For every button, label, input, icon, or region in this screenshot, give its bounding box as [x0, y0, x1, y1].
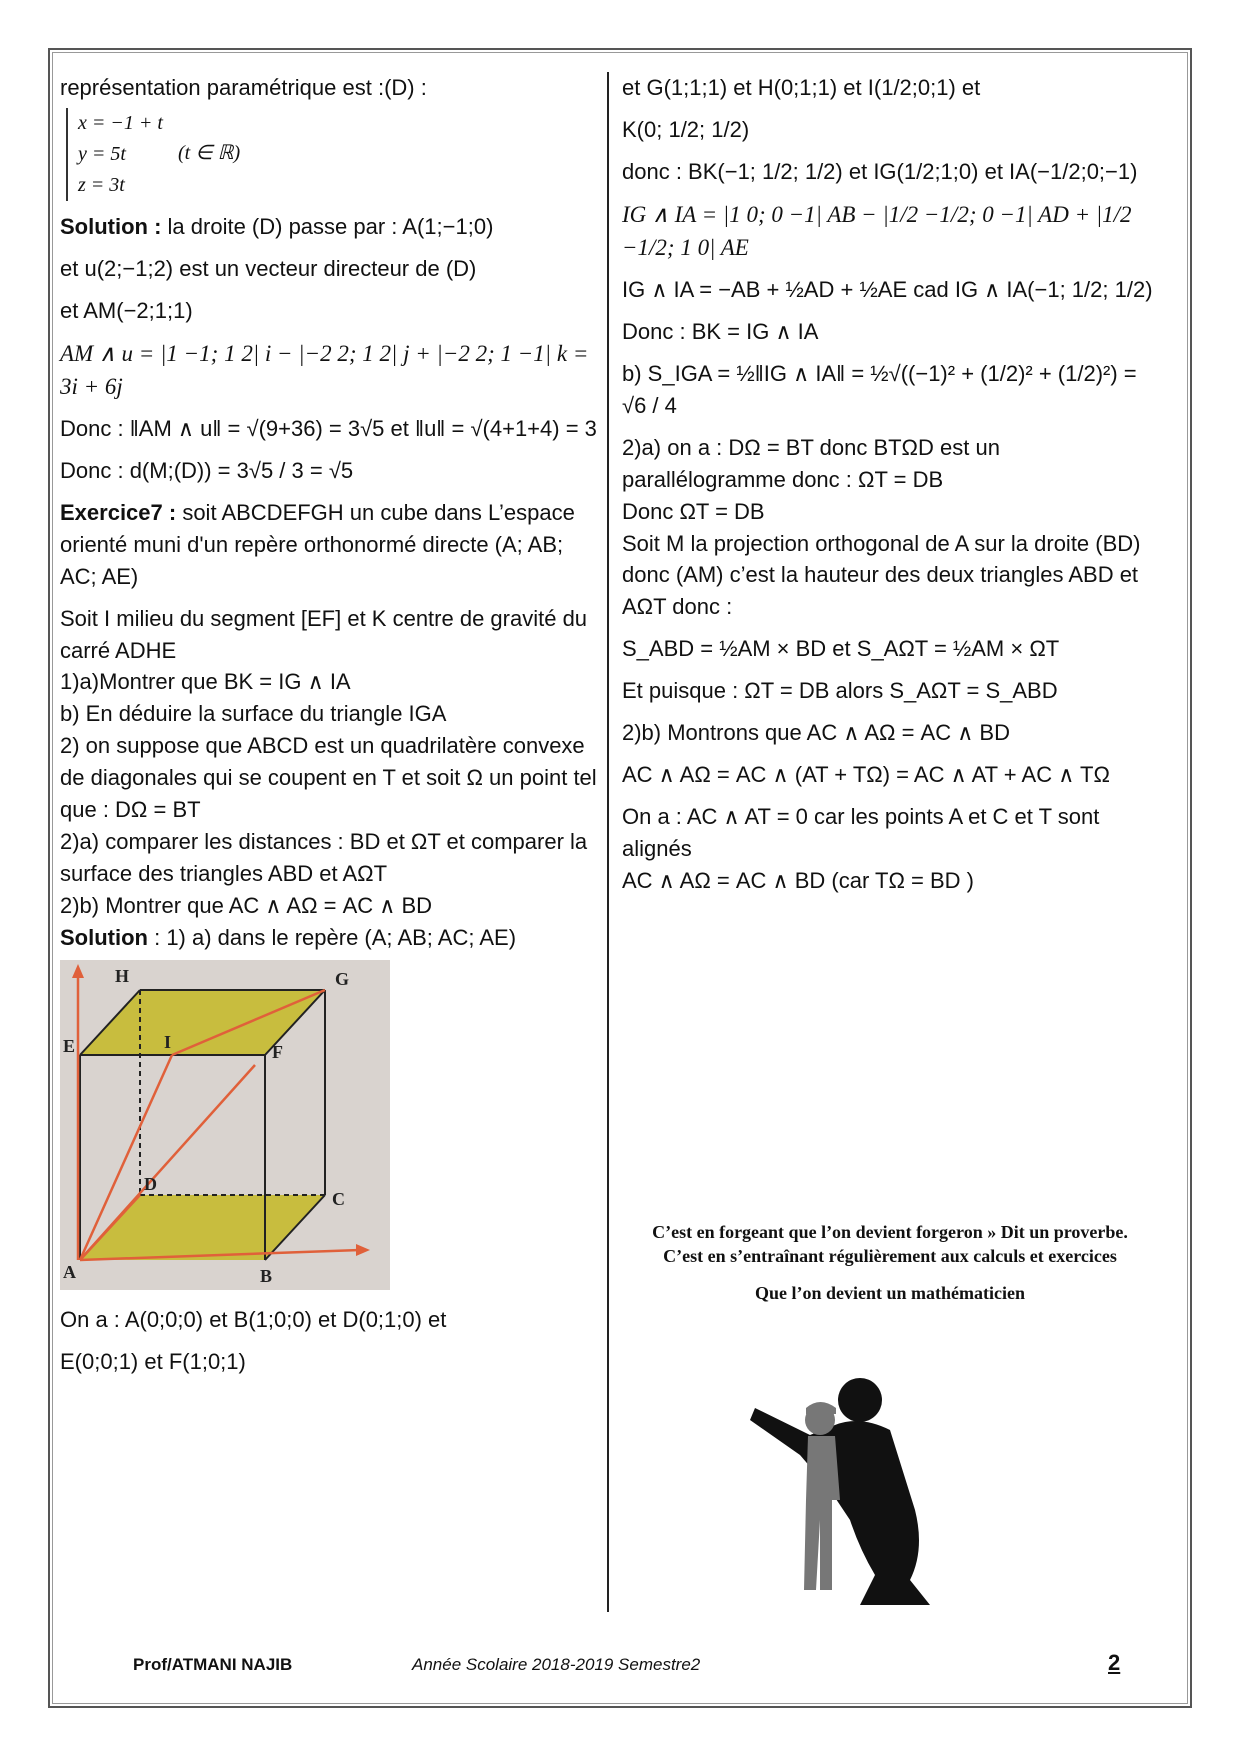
exercise7-text: soit ABCDEFGH un cube dans L’espace orienté muni d'un repère orthonormé directe (A; AB; AC; AE) — [60, 500, 575, 589]
exercise7-statement — [60, 497, 600, 593]
projection-line: Soit M la projection orthogonal de A sur la droite (BD) donc (AM) c’est la hauteur des deux triangles ABD et AΩT donc : — [622, 530, 1141, 620]
adult-head — [838, 1378, 882, 1422]
param-range: (t ∈ ℝ) — [178, 141, 241, 164]
footer-author: Prof/ATMANI NAJIB — [133, 1655, 293, 1674]
cross-determinants: IG ∧ IA = |1 0; 0 −1| AB − |1/2 −1/2; 0 −1| AD + |1/2 −1/2; 1 0| AE — [622, 201, 1132, 261]
label-b: B — [260, 1265, 273, 1286]
label-f: F — [272, 1041, 283, 1062]
coords-k: K(0; 1/2; 1/2) — [622, 116, 750, 142]
solution2-line — [60, 922, 600, 954]
vectors-line: donc : BK(−1; 1/2; 1/2) et IG(1/2;1;0) et IA(−1/2;0;−1) — [622, 158, 1138, 184]
areas-formula: S_ABD = ½AM × BD et S_AΩT = ½AM × ΩT — [622, 636, 1060, 662]
distance-line: Donc : d(M;(D)) = 3√5 / 3 = √5 — [60, 458, 354, 484]
answer-2b-collinear: On a : AC ∧ AT = 0 car les points A et C et T sont alignés — [622, 803, 1100, 861]
question-2a: 2)a) comparer les distances : BD et ΩT et comparer la surface des triangles ABD et AΩT — [60, 828, 588, 886]
direction-vector-line: et u(2;−1;2) est un vecteur directeur de (D) — [60, 255, 477, 281]
quote-line-1: C’est en forgeant que l’on devient forgeron » Dit un proverbe. — [652, 1222, 1128, 1242]
cross-product-line: AM ∧ u = |1 −1; 1 2| i − |−2 2; 1 2| j + |−2 2; 1 −1| k = 3i + 6j — [60, 340, 589, 399]
solution-line — [60, 211, 600, 243]
label-h: H — [115, 965, 130, 986]
coords-ghi: et G(1;1;1) et H(0;1;1) et I(1/2;0;1) et — [622, 75, 981, 100]
adult-body — [750, 1408, 930, 1605]
eq-y: y = 5t — [78, 142, 126, 165]
am-vector-line: et AM(−2;1;1) — [60, 297, 193, 323]
omega-t-equals: Donc ΩT = DB — [622, 498, 765, 524]
solution2-text: : 1) a) dans le repère (A; AB; AC; AE) — [147, 924, 517, 950]
column-separator — [607, 72, 609, 1612]
question-1b: b) En déduire la surface du triangle IGA — [60, 701, 447, 727]
param-intro: représentation paramétrique est :(D) : — [60, 75, 427, 100]
answer-2b-conclusion: AC ∧ AΩ = AC ∧ BD (car TΩ = BD ) — [622, 867, 974, 893]
solution2-label: Solution — [60, 924, 148, 950]
label-a: A — [63, 1261, 76, 1282]
coords-line-2: E(0;0;1) et F(1;0;1) — [60, 1349, 246, 1375]
question-2b: 2)b) Montrer que AC ∧ AΩ = AC ∧ BD — [60, 892, 433, 918]
cube-figure — [60, 960, 390, 1290]
label-g: G — [335, 968, 350, 989]
area-iga: b) S_IGA = ½‖IG ∧ IA‖ = ½√((−1)² + (1/2)² + (1/2)²) = √6 / 4 — [622, 361, 1137, 419]
exercise7-label: Exercice7 : — [60, 500, 177, 526]
child-cap — [806, 1402, 836, 1414]
answer-2a: 2)a) on a : DΩ = BT donc BTΩD est un parallélogramme donc : ΩT = DB — [622, 434, 1000, 492]
teacher-child-silhouette — [740, 1360, 960, 1610]
answer-2b-expansion: AC ∧ AΩ = AC ∧ (AT + TΩ) = AC ∧ AT + AC ∧ TΩ — [622, 761, 1110, 787]
child-body — [804, 1436, 840, 1590]
right-column — [622, 72, 1162, 897]
question-1a: 1)a)Montrer que BK = IG ∧ IA — [60, 669, 351, 695]
norm-line: Donc : ‖AM ∧ u‖ = √(9+36) = 3√5 et ‖u‖ = √(4+1+4) = 3 — [60, 416, 597, 442]
solution-label: Solution : — [60, 213, 162, 239]
areas-equal: Et puisque : ΩT = DB alors S_AΩT = S_ABD — [622, 678, 1058, 704]
eq-x: x = −1 + t — [78, 111, 163, 134]
proverb-quote — [610, 1220, 1170, 1305]
quote-line-2: C’est en s’entraînant régulièrement aux calculs et exercices — [663, 1246, 1117, 1267]
midpoint-line: Soit I milieu du segment [EF] et K centre de gravité du carré ADHE — [60, 605, 588, 663]
footer-year: Année Scolaire 2018-2019 Semestre2 — [412, 1655, 701, 1674]
label-e: E — [63, 1035, 76, 1056]
page-number: 2 — [1108, 1650, 1121, 1675]
label-c: C — [332, 1188, 345, 1209]
label-i: I — [164, 1031, 172, 1052]
quote-line-3: Que l’on devient un mathématicien — [755, 1282, 1025, 1303]
eq-z: z = 3t — [78, 173, 125, 196]
question-2: 2) on suppose que ABCD est un quadrilatère convexe de diagonales qui se coupent en T et soit Ω un point tel que : DΩ = BT — [60, 733, 597, 823]
answer-2b-title: 2)b) Montrons que AC ∧ AΩ = AC ∧ BD — [622, 720, 1010, 746]
coords-line-1: On a : A(0;0;0) et B(1;0;0) et D(0;1;0) et — [60, 1307, 447, 1333]
cross-result: IG ∧ IA = −AB + ½AD + ½AE cad IG ∧ IA(−1; 1/2; 1/2) — [622, 277, 1153, 303]
bk-conclusion: Donc : BK = IG ∧ IA — [622, 319, 819, 345]
label-d: D — [144, 1173, 157, 1194]
solution-text: la droite (D) passe par : A(1;−1;0) — [161, 213, 494, 239]
param-system — [66, 108, 286, 201]
left-column — [60, 72, 600, 1378]
